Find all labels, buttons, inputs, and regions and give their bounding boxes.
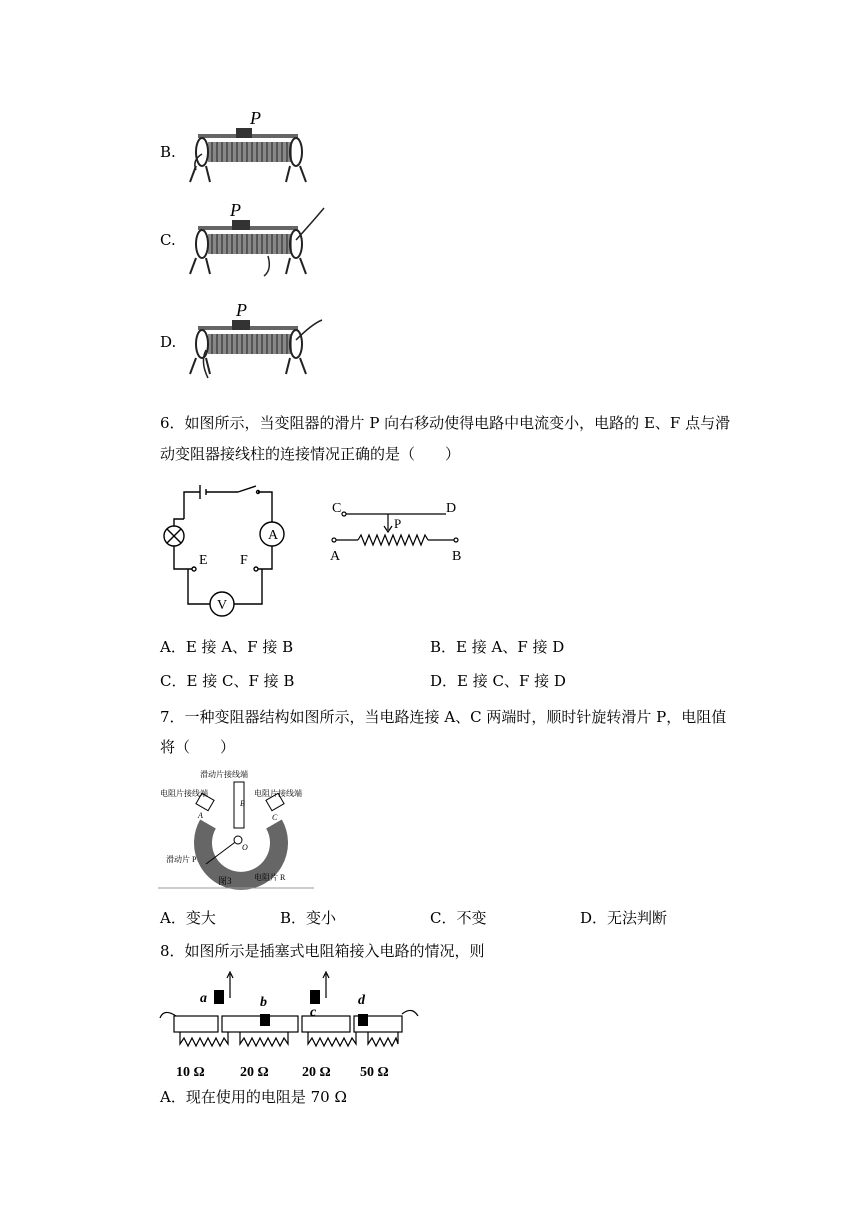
q6-option-b[interactable]: B．E 接 A、F 接 D xyxy=(430,638,565,656)
q6-stem-line1: 6．如图所示，当变阻器的滑片 P 向右移动使得电路中电流变小，电路的 E、F 点与滑 xyxy=(160,414,731,432)
plug-c-label: c xyxy=(310,1005,317,1020)
top-terminal-label: 滑动片接线端 xyxy=(200,770,248,779)
option-letter: B. xyxy=(160,143,176,161)
plug-b-label: b xyxy=(260,995,267,1010)
q6-stem-line2: 动变阻器接线柱的连接情况正确的是（ ） xyxy=(160,445,461,463)
point-o-label: O xyxy=(242,843,248,852)
point-c-label: C xyxy=(272,813,278,822)
q7-option-b[interactable]: B．变小 xyxy=(280,909,337,927)
slider-label: P xyxy=(230,200,241,220)
rheostat-figure xyxy=(186,110,316,188)
point-a-label: A xyxy=(198,811,203,820)
q7-stem-line2: 将（ ） xyxy=(160,738,236,756)
slider-label: P xyxy=(250,110,261,128)
q6-option-a[interactable]: A．E 接 A、F 接 B xyxy=(160,638,294,656)
slider-p-label: P xyxy=(394,516,402,531)
q6-circuit-diagram xyxy=(158,484,298,618)
q7-option-c[interactable]: C．不变 xyxy=(430,909,487,927)
voltmeter-label: V xyxy=(217,598,228,613)
q5-option-b[interactable] xyxy=(160,110,360,190)
slider-label: P xyxy=(236,300,247,320)
option-letter: C. xyxy=(160,231,176,249)
q8-option-a[interactable]: A．现在使用的电阻是 70 Ω xyxy=(160,1088,347,1106)
q8-resistance-box-diagram xyxy=(158,968,420,1082)
q5-option-d[interactable] xyxy=(160,300,360,382)
rheostat-figure xyxy=(186,300,336,382)
q5-option-c[interactable] xyxy=(160,200,360,282)
terminal-a-label: A xyxy=(330,549,341,564)
point-f-label: F xyxy=(240,553,248,568)
resistor-20b-label: 20 Ω xyxy=(302,1065,331,1080)
terminal-b-label: B xyxy=(452,549,462,564)
plug-a-label: a xyxy=(200,991,207,1006)
q7-rotary-rheostat-diagram xyxy=(158,766,318,890)
figure-number: 图3 xyxy=(218,876,232,886)
q6-option-c[interactable]: C．E 接 C、F 接 B xyxy=(160,672,295,690)
resistor-50-label: 50 Ω xyxy=(360,1065,389,1080)
ammeter-label: A xyxy=(268,528,279,543)
resistor-label: 电阻片 R xyxy=(254,873,286,882)
rheostat-figure xyxy=(186,200,336,282)
right-terminal-label: 电阻片接线端 xyxy=(254,789,302,798)
left-terminal-label: 电阻片接线端 xyxy=(160,789,208,798)
q7-option-d[interactable]: D．无法判断 xyxy=(580,909,668,927)
slider-p-label: 滑动片 P xyxy=(166,855,197,864)
q8-stem: 8．如图所示是插塞式电阻箱接入电路的情况，则 xyxy=(160,942,485,960)
plug-d-label: d xyxy=(358,993,365,1008)
point-b-label: B xyxy=(240,799,245,808)
point-e-label: E xyxy=(199,553,208,568)
q6-rheostat-diagram xyxy=(328,496,468,564)
resistor-10-label: 10 Ω xyxy=(176,1065,205,1080)
terminal-c-label: C xyxy=(332,501,342,516)
q7-stem-line1: 7．一种变阻器结构如图所示，当电路连接 A、C 两端时，顺时针旋转滑片 P，电阻值 xyxy=(160,708,727,726)
terminal-d-label: D xyxy=(446,501,457,516)
q6-option-d[interactable]: D．E 接 C、F 接 D xyxy=(430,672,566,690)
resistor-20a-label: 20 Ω xyxy=(240,1065,269,1080)
option-letter: D. xyxy=(160,333,177,351)
q7-option-a[interactable]: A．变大 xyxy=(160,909,216,927)
